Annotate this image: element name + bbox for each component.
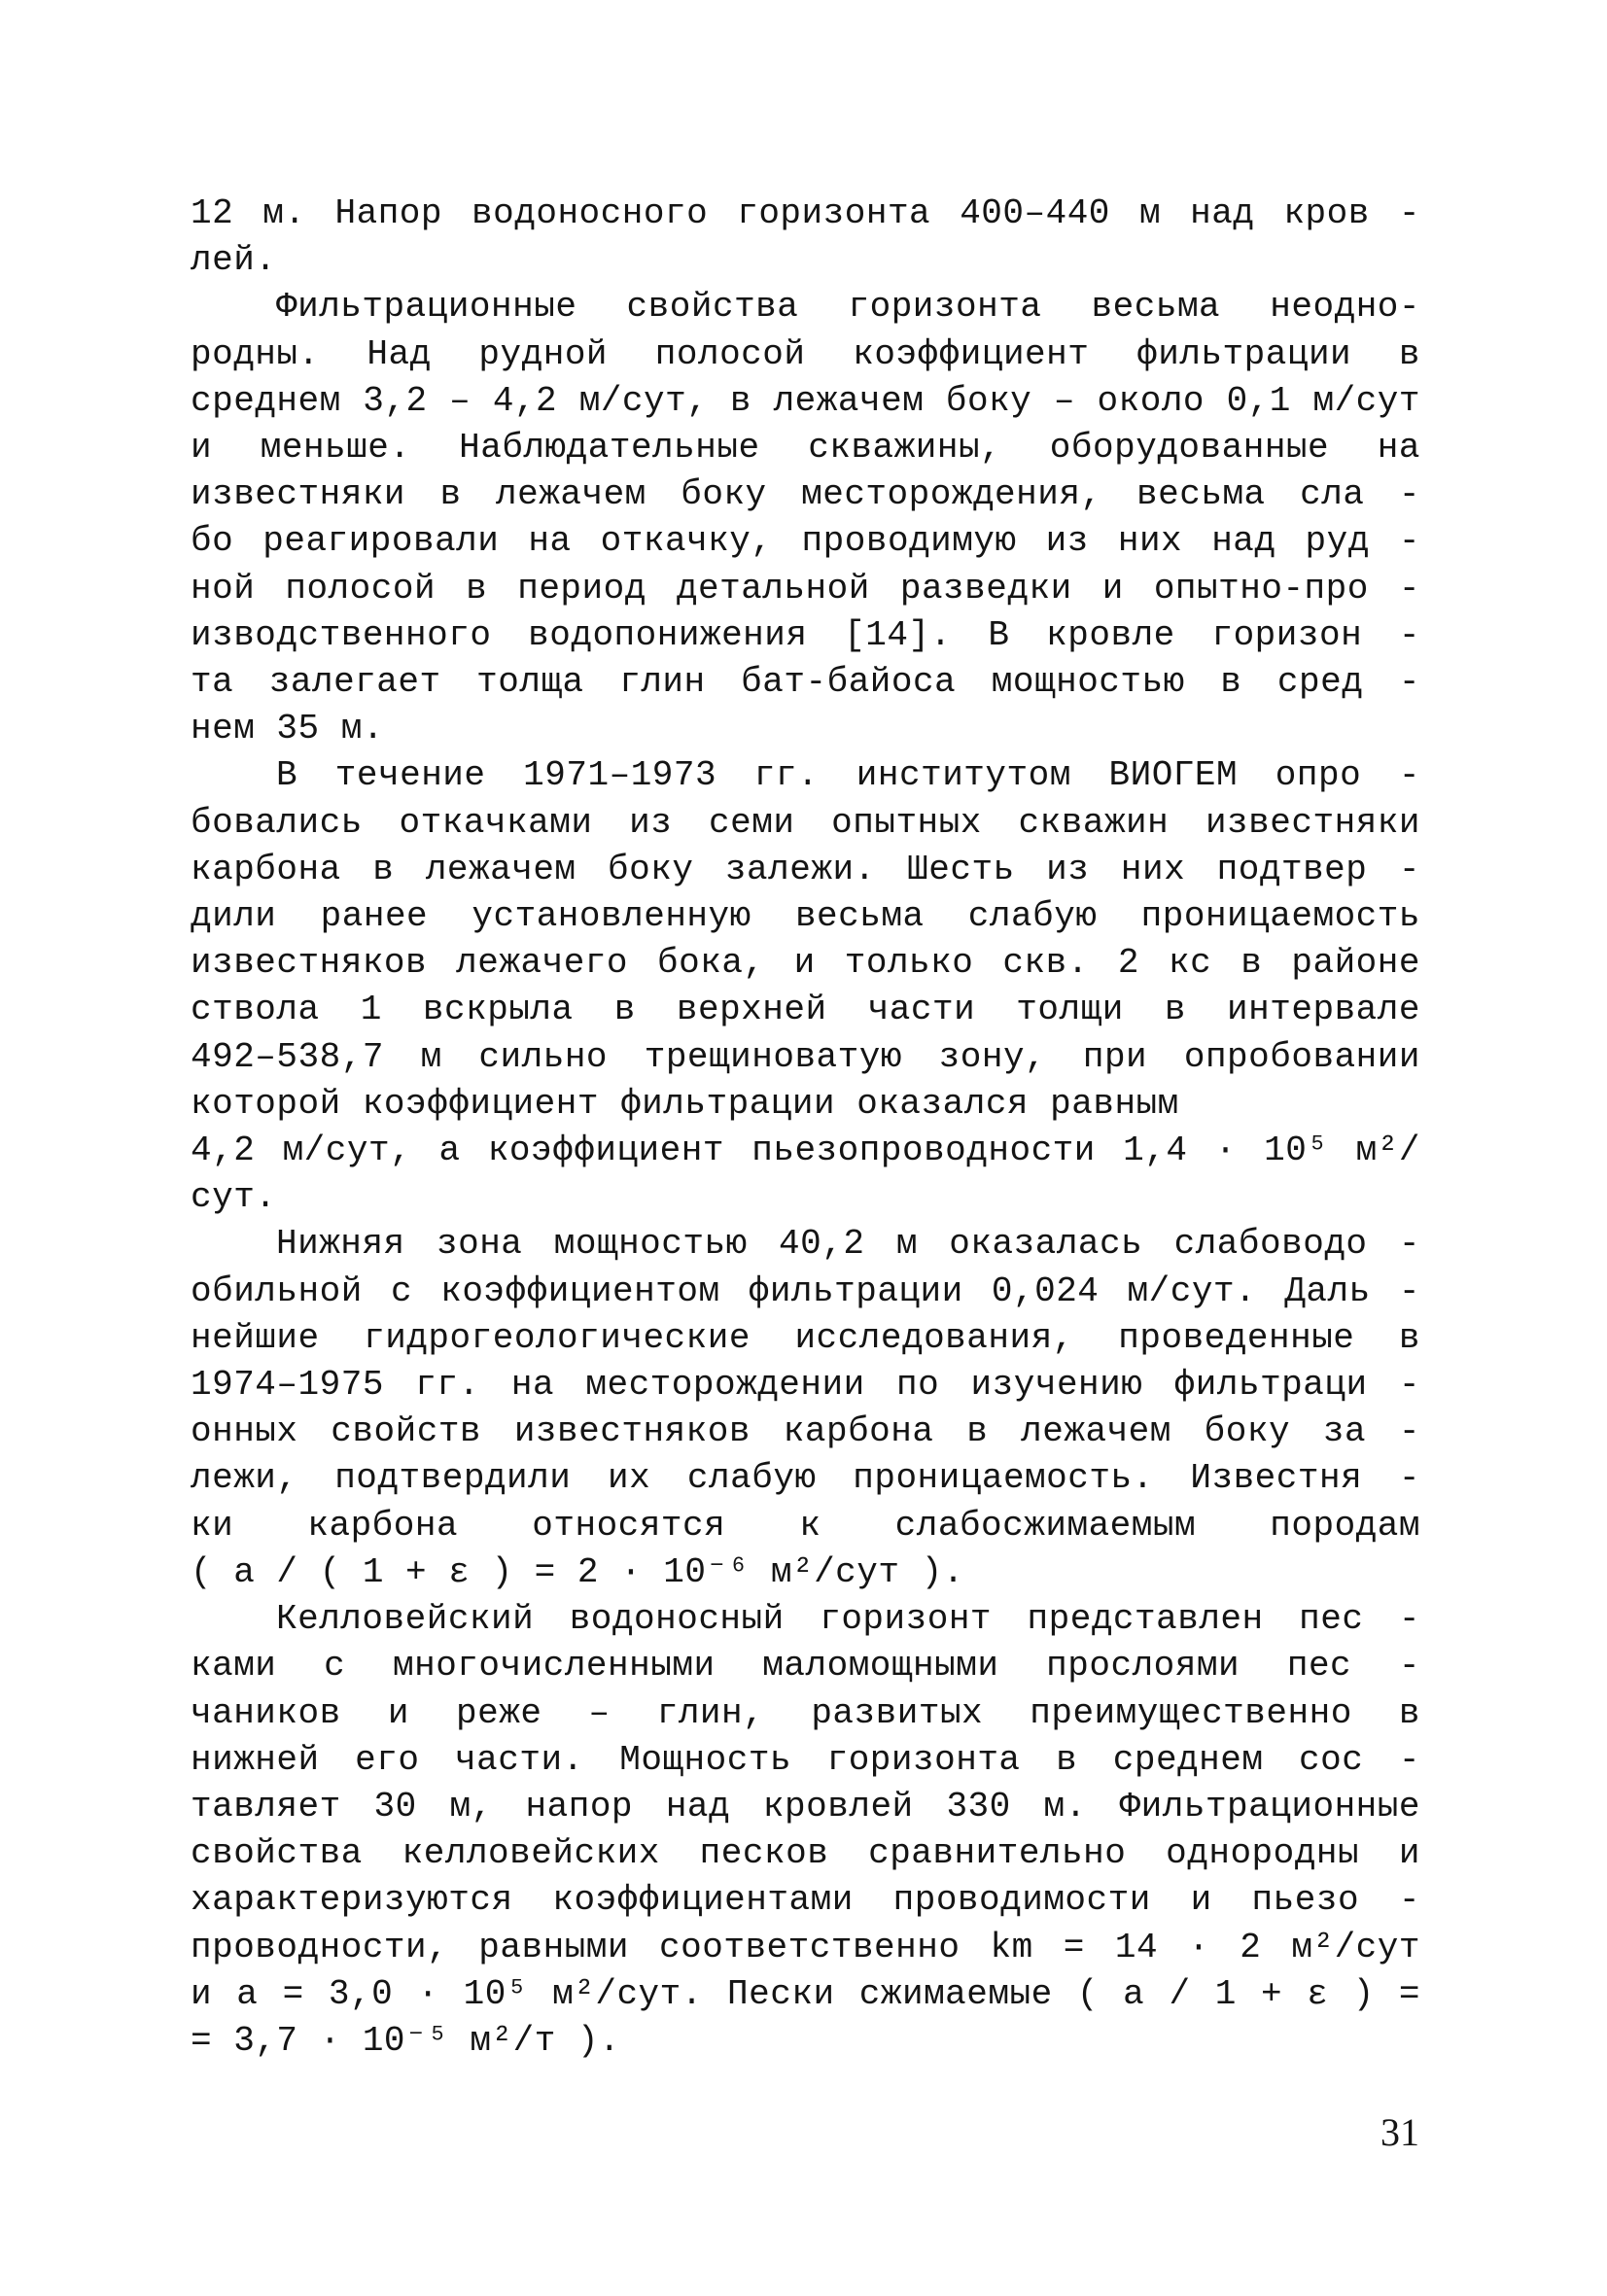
text-line: чаников и реже – глин, развитых преимущественно в [191, 1692, 1420, 1733]
text-line: дили ранее установленную весьма слабую проницаемость [191, 896, 1420, 937]
text-line: среднем 3,2 – 4,2 м/сут, в лежачем боку – около 0,1 м/сут [191, 380, 1420, 421]
text-line: нижней его части. Мощность горизонта в среднем сос - [191, 1739, 1420, 1780]
text-line: 12 м. Напор водоносного горизонта 400–440 м над кров - [191, 193, 1420, 233]
text-line: лежи, подтвердили их слабую проницаемость. Известня - [191, 1458, 1420, 1499]
text-line: 1974–1975 гг. на месторождении по изучению фильтраци - [191, 1365, 1420, 1406]
page-number: 31 [1380, 2110, 1419, 2154]
text-line: нем 35 м. [191, 709, 384, 749]
text-line: = 3,7 · 10⁻⁵ м²/т ). [191, 2020, 621, 2061]
text-line: та залегает толща глин бат-байоса мощностью в сред - [191, 662, 1420, 703]
text-line: ками с многочисленными маломощными прослоями пес - [191, 1646, 1420, 1687]
text-line: 492–538,7 м сильно трещиноватую зону, при опробовании [191, 1036, 1420, 1077]
text-line: ки карбона относятся к слабосжимаемым породам [191, 1505, 1420, 1546]
text-line: и a = 3,0 · 10⁵ м²/сут. Пески сжимаемые ( a / 1 + ε ) = [191, 1973, 1420, 2014]
text-line: и меньше. Наблюдательные скважины, оборудованные на [191, 428, 1420, 469]
body-text [191, 191, 1420, 2065]
text-line: ( a / ( 1 + ε ) = 2 · 10⁻⁶ м²/сут ). [191, 1551, 964, 1592]
text-line: В течение 1971–1973 гг. институтом ВИОГЕМ опро - [276, 755, 1420, 796]
text-line: нейшие гидрогеологические исследования, проведенные в [191, 1317, 1420, 1358]
text-line: лей. [191, 240, 277, 281]
text-line: ной полосой в период детальной разведки и опытно-про - [191, 568, 1420, 609]
text-line: характеризуются коэффициентами проводимости и пьезо - [191, 1880, 1420, 1921]
text-line: Келловейский водоносный горизонт представлен пес - [276, 1599, 1420, 1640]
text-line: ствола 1 вскрыла в верхней части толщи в интервале [191, 990, 1420, 1030]
text-line: онных свойств известняков карбона в лежачем боку за - [191, 1411, 1420, 1452]
text-line: карбона в лежачем боку залежи. Шесть из них подтвер - [191, 849, 1420, 889]
text-line: родны. Над рудной полосой коэффициент фильтрации в [191, 333, 1420, 374]
text-line: тавляет 30 м, напор над кровлей 330 м. Фильтрационные [191, 1786, 1420, 1826]
text-line: бовались откачками из семи опытных скважин известняки [191, 802, 1420, 843]
text-line: Нижняя зона мощностью 40,2 м оказалась слабоводо - [276, 1224, 1420, 1265]
text-line: известняки в лежачем боку месторождения, весьма сла - [191, 474, 1420, 515]
text-line: известняков лежачего бока, и только скв. 2 кс в районе [191, 943, 1420, 984]
text-line: бо реагировали на откачку, проводимую из них над руд - [191, 521, 1420, 562]
text-line: Фильтрационные свойства горизонта весьма неоднo- [276, 287, 1420, 328]
text-line: которой коэффициент фильтрации оказался равным [191, 1083, 1179, 1124]
text-line: обильной с коэффициентом фильтрации 0,024 м/сут. Даль - [191, 1270, 1420, 1311]
text-line: проводности, равными соответственно km = 14 · 2 м²/сут [191, 1927, 1420, 1967]
text-line: изводственного водопонижения [14]. В кровле горизон - [191, 614, 1420, 655]
text-line: свойства келловейских песков сравнительно однородны и [191, 1833, 1420, 1874]
text-line: 4,2 м/сут, а коэффициент пьезопроводности 1,4 · 10⁵ м²/сут. [191, 1131, 1420, 1218]
